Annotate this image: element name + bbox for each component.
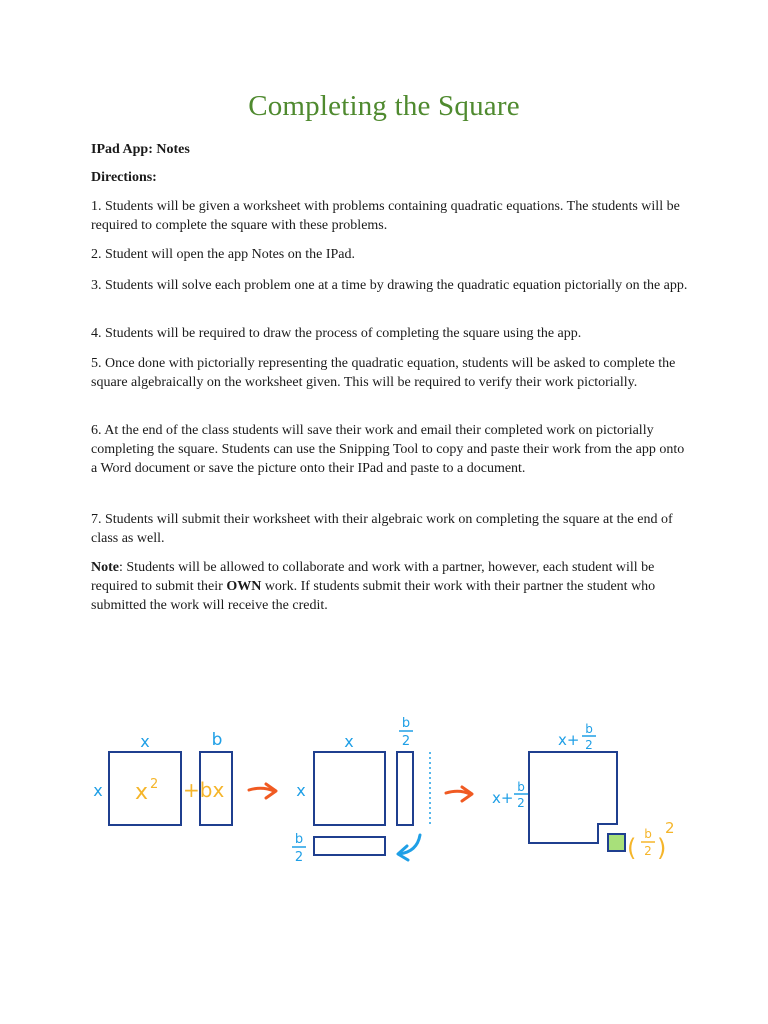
label-x-top-1: x <box>140 732 150 751</box>
direction-item-2: 2. Student will open the app Notes on the IPad. <box>91 247 356 262</box>
directions-heading: Directions: <box>91 170 157 185</box>
direction-item-1: 1. Students will be given a worksheet with problems containing quadratic equations. The students will be required to complete the square with these problems. <box>91 199 680 233</box>
label-b-over-2-left-num: b <box>294 832 304 847</box>
label-b-over-2-stage3-top-num: b <box>585 722 593 736</box>
label-b-over-2-top-num: b <box>401 716 411 731</box>
label-b-over-2-left-den: 2 <box>294 850 304 865</box>
label-b-top: b <box>211 730 223 750</box>
label-x-left-2: x <box>296 781 306 800</box>
missing-square-piece <box>608 834 625 851</box>
page-title: Completing the Square <box>248 90 520 122</box>
label-b-over-2-squared-num: b <box>644 827 652 841</box>
note-text-2: work. If students submit their work with their partner the student who submitted the work will receive the credit. <box>91 579 656 613</box>
label-x-left-1: x <box>93 781 103 800</box>
completing-square-diagram <box>0 700 768 960</box>
label-x-squared-exponent: 2 <box>150 777 159 792</box>
direction-item-7: 7. Students will submit their worksheet with their algebraic work on completing the square at the end of class as well. <box>91 512 673 546</box>
direction-item-3: 3. Students will solve each problem one at a time by drawing the quadratic equation pictorially on the app. <box>91 278 688 293</box>
incomplete-square <box>529 752 617 843</box>
label-b-over-2-squared-den: 2 <box>644 844 652 858</box>
label-x-plus-left: x+ <box>492 789 514 807</box>
note-text-1: : Students will be allowed to collaborate and work with a partner, however, each student will be required to submit their <box>91 560 655 594</box>
direction-item-4: 4. Students will be required to draw the process of completing the square using the app. <box>91 326 582 341</box>
label-x-plus-top: x+ <box>558 731 580 749</box>
label-b-over-2-stage3-left-num: b <box>517 780 525 794</box>
paren-close: ) <box>657 834 667 862</box>
note-emphasis: OWN <box>226 579 262 594</box>
label-plus-bx: +bx <box>183 778 225 802</box>
label-b-over-2-top-den: 2 <box>401 734 411 749</box>
rectangle-b-half-horizontal <box>314 837 385 855</box>
label-x-top-2: x <box>344 732 354 751</box>
label-squared-exponent: 2 <box>665 819 675 837</box>
square-x <box>314 752 385 825</box>
paren-open: ( <box>627 834 637 862</box>
note-label: Note <box>91 560 119 575</box>
note-paragraph <box>91 558 691 615</box>
direction-item-5: 5. Once done with pictorially representing the quadratic equation, students will be asked to complete the square algebraically on the worksheet given. This will be required to verify their work pictorially. <box>91 356 676 390</box>
rectangle-b-half-vertical <box>397 752 413 825</box>
label-x-squared: x <box>135 780 149 805</box>
app-line: IPad App: Notes <box>91 142 190 157</box>
label-b-over-2-stage3-left-den: 2 <box>517 796 525 810</box>
label-b-over-2-stage3-top-den: 2 <box>585 738 593 752</box>
direction-item-6: 6. At the end of the class students will save their work and email their completed work on pictorially completing the square. Students can use the Snipping Tool to copy and paste their work from the app onto a Word document or save the picture onto their IPad and paste to a document. <box>91 423 685 476</box>
